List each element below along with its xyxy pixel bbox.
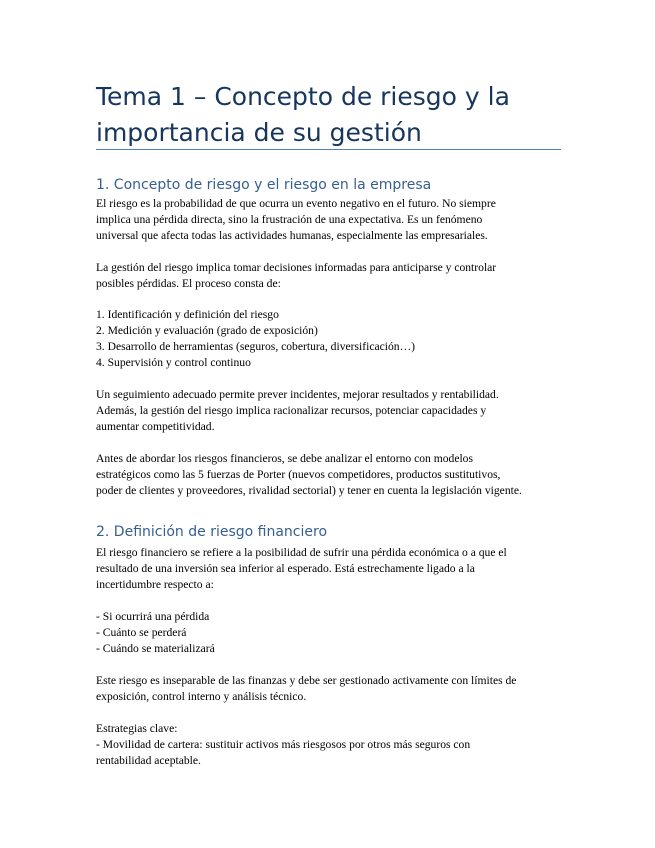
paragraph-line: posibles pérdidas. El proceso consta de:	[96, 277, 281, 290]
paragraph-line: El riesgo financiero se refiere a la posibilidad de sufrir una pérdida económica o a que el	[96, 546, 507, 559]
paragraph-line: Antes de abordar los riesgos financieros, se debe analizar el entorno con modelos	[96, 452, 473, 465]
paragraph-line: La gestión del riesgo implica tomar decisiones informadas para anticiparse y controlar	[96, 261, 497, 274]
list-item: - Si ocurrirá una pérdida	[96, 610, 210, 623]
paragraph-line: incertidumbre respecto a:	[96, 578, 214, 591]
list-item: - Cuándo se materializará	[96, 642, 215, 655]
list-item: - Movilidad de cartera: sustituir activos más riesgosos por otros más seguros con	[96, 738, 471, 751]
section-2-heading: 2. Definición de riesgo financiero	[96, 524, 328, 540]
list-item: - Cuánto se perderá	[96, 626, 187, 639]
title-underline	[96, 149, 561, 150]
paragraph-line: implica una pérdida directa, sino la frustración de una expectativa. Es un fenómeno	[96, 213, 483, 226]
paragraph-line: aumentar competitividad.	[96, 420, 215, 433]
title-line-2: importancia de su gestión	[96, 118, 422, 147]
paragraph-line: Además, la gestión del riesgo implica racionalizar recursos, potenciar capacidades y	[96, 404, 487, 417]
paragraph-line: resultado de una inversión sea inferior al esperado. Está estrechamente ligado a la	[96, 562, 475, 575]
paragraph-line: Estrategias clave:	[96, 722, 178, 735]
list-item: 2. Medición y evaluación (grado de exposición)	[96, 324, 318, 337]
list-item: 1. Identificación y definición del riesgo	[96, 308, 279, 321]
paragraph-line: Un seguimiento adecuado permite prever incidentes, mejorar resultados y rentabilidad.	[96, 388, 499, 401]
paragraph-line: estratégicos como las 5 fuerzas de Porter (nuevos competidores, productos sustitutivos,	[96, 468, 501, 481]
paragraph-line: universal que afecta todas las actividades humanas, especialmente las empresariales.	[96, 229, 488, 242]
paragraph-line: rentabilidad aceptable.	[96, 754, 201, 767]
paragraph-line: poder de clientes y proveedores, rivalidad sectorial) y tener en cuenta la legislación vigente.	[96, 484, 522, 497]
list-item: 3. Desarrollo de herramientas (seguros, cobertura, diversificación…)	[96, 340, 416, 353]
paragraph-line: El riesgo es la probabilidad de que ocurra un evento negativo en el futuro. No siempre	[96, 197, 496, 210]
title-line-1: Tema 1 – Concepto de riesgo y la	[96, 82, 510, 111]
list-item: 4. Supervisión y control continuo	[96, 356, 251, 369]
section-1-heading: 1. Concepto de riesgo y el riesgo en la empresa	[96, 177, 432, 193]
paragraph-line: exposición, control interno y análisis técnico.	[96, 690, 307, 703]
paragraph-line: Este riesgo es inseparable de las finanzas y debe ser gestionado activamente con límites de	[96, 674, 517, 687]
page-title	[96, 79, 566, 151]
